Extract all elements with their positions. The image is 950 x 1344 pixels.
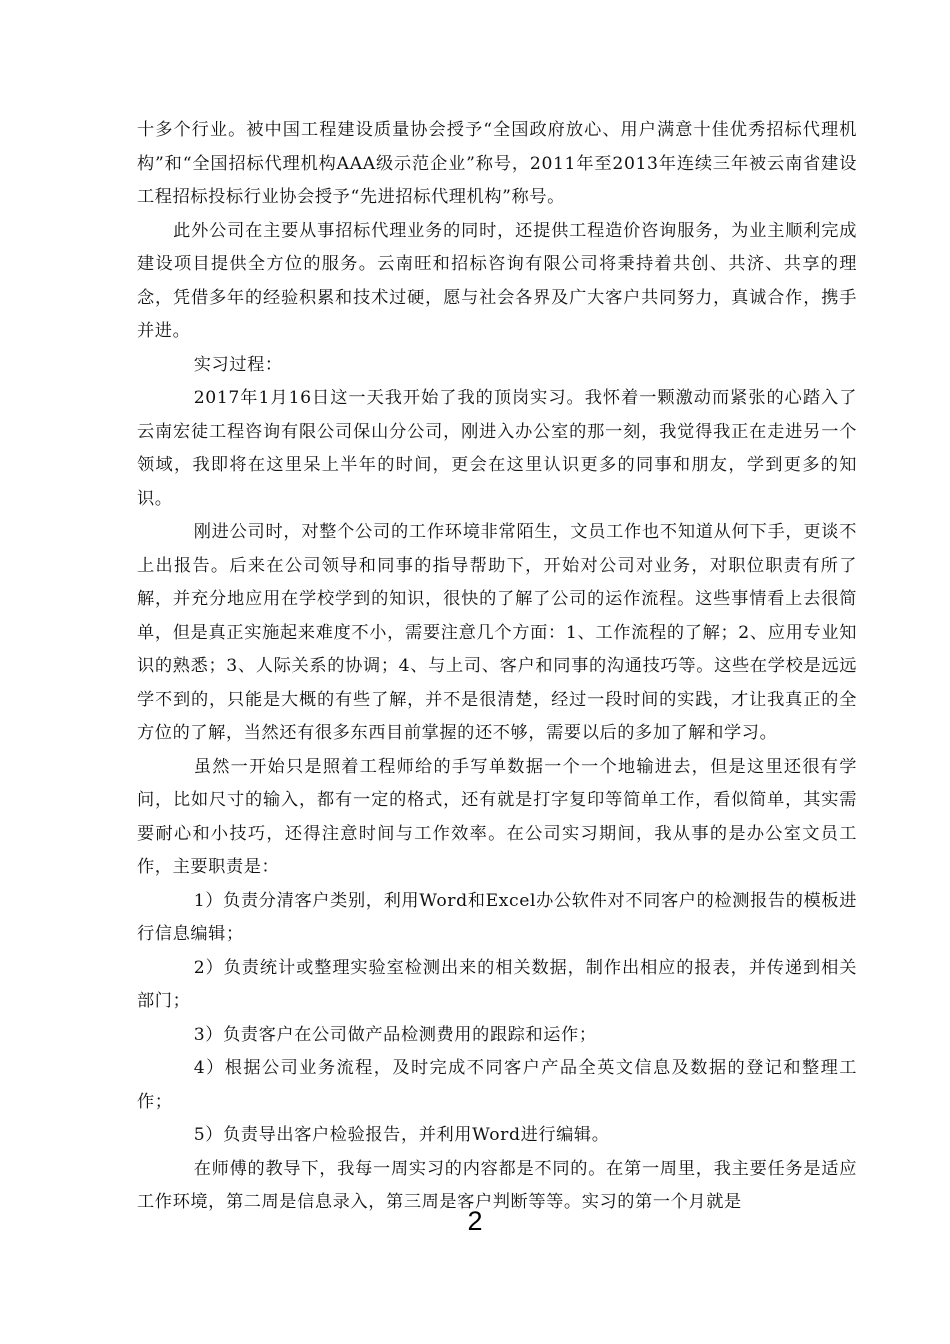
- document-body: [137, 114, 857, 1220]
- paragraph: 刚进公司时，对整个公司的工作环境非常陌生，文员工作也不知道从何下手，更谈不上出报告。后来在公司领导和同事的指导帮助下，开始对公司对业务，对职位职责有所了解，并充分地应用在学校学到的知识，很快的了解了公司的运作流程。这些事情看上去很简单，但是真正实施起来难度不小，需要注意几个方面：1、工作流程的了解；2、应用专业知识的熟悉；3、人际关系的协调；4、与上司、客户和同事的沟通技巧等。这些在学校是远远学不到的，只能是大概的有些了解，并不是很清楚，经过一段时间的实践，才让我真正的全方位的了解，当然还有很多东西目前掌握的还不够，需要以后的多加了解和学习。: [137, 522, 857, 743]
- list-item: 2）负责统计或整理实验室检测出来的相关数据，制作出相应的报表，并传递到相关部门；: [137, 957, 857, 1011]
- section-heading: 实习过程：: [193, 354, 283, 375]
- list-item: 3）负责客户在公司做产品检测费用的跟踪和运作；: [193, 1024, 597, 1045]
- paragraph: 2017年1月16日这一天我开始了我的顶岗实习。我怀着一颗激动而紧张的心踏入了云南宏徒工程咨询有限公司保山分公司，刚进入办公室的那一刻，我觉得我正在走进另一个领域，我即将在这里呆上半年的时间，更会在这里认识更多的同事和朋友，学到更多的知识。: [137, 388, 857, 509]
- list-item: 4）根据公司业务流程，及时完成不同客户产品全英文信息及数据的登记和整理工作；: [137, 1058, 857, 1112]
- paragraph: 十多个行业。被中国工程建设质量协会授予“全国政府放心、用户满意十佳优秀招标代理机构”和“全国招标代理机构AAA级示范企业”称号，2011年至2013年连续三年被云南省建设工程招标投标行业协会授予“先进招标代理机构”称号。: [137, 120, 857, 207]
- paragraph: 在师傅的教导下，我每一周实习的内容都是不同的。在第一周里，我主要任务是适应工作环境，第二周是信息录入，第三周是客户判断等等。实习的第一个月就是: [137, 1158, 857, 1212]
- page-number: 2: [467, 1206, 483, 1236]
- paragraph: 虽然一开始只是照着工程师给的手写单数据一个一个地输进去，但是这里还很有学问，比如尺寸的输入，都有一定的格式，还有就是打字复印等简单工作，看似简单，其实需要耐心和小技巧，还得注意时间与工作效率。在公司实习期间，我从事的是办公室文员工作，主要职责是：: [137, 756, 857, 877]
- list-item: 1）负责分清客户类别，利用Word和Excel办公软件对不同客户的检测报告的模板进行信息编辑；: [137, 890, 857, 944]
- paragraph: 此外公司在主要从事招标代理业务的同时，还提供工程造价咨询服务，为业主顺利完成建设项目提供全方位的服务。云南旺和招标咨询有限公司将秉持着共创、共济、共享的理念，凭借多年的经验积累和技术过硬，愿与社会各界及广大客户共同努力，真诚合作，携手并进。: [137, 220, 857, 341]
- list-item: 5）负责导出客户检验报告，并利用Word进行编辑。: [193, 1125, 610, 1145]
